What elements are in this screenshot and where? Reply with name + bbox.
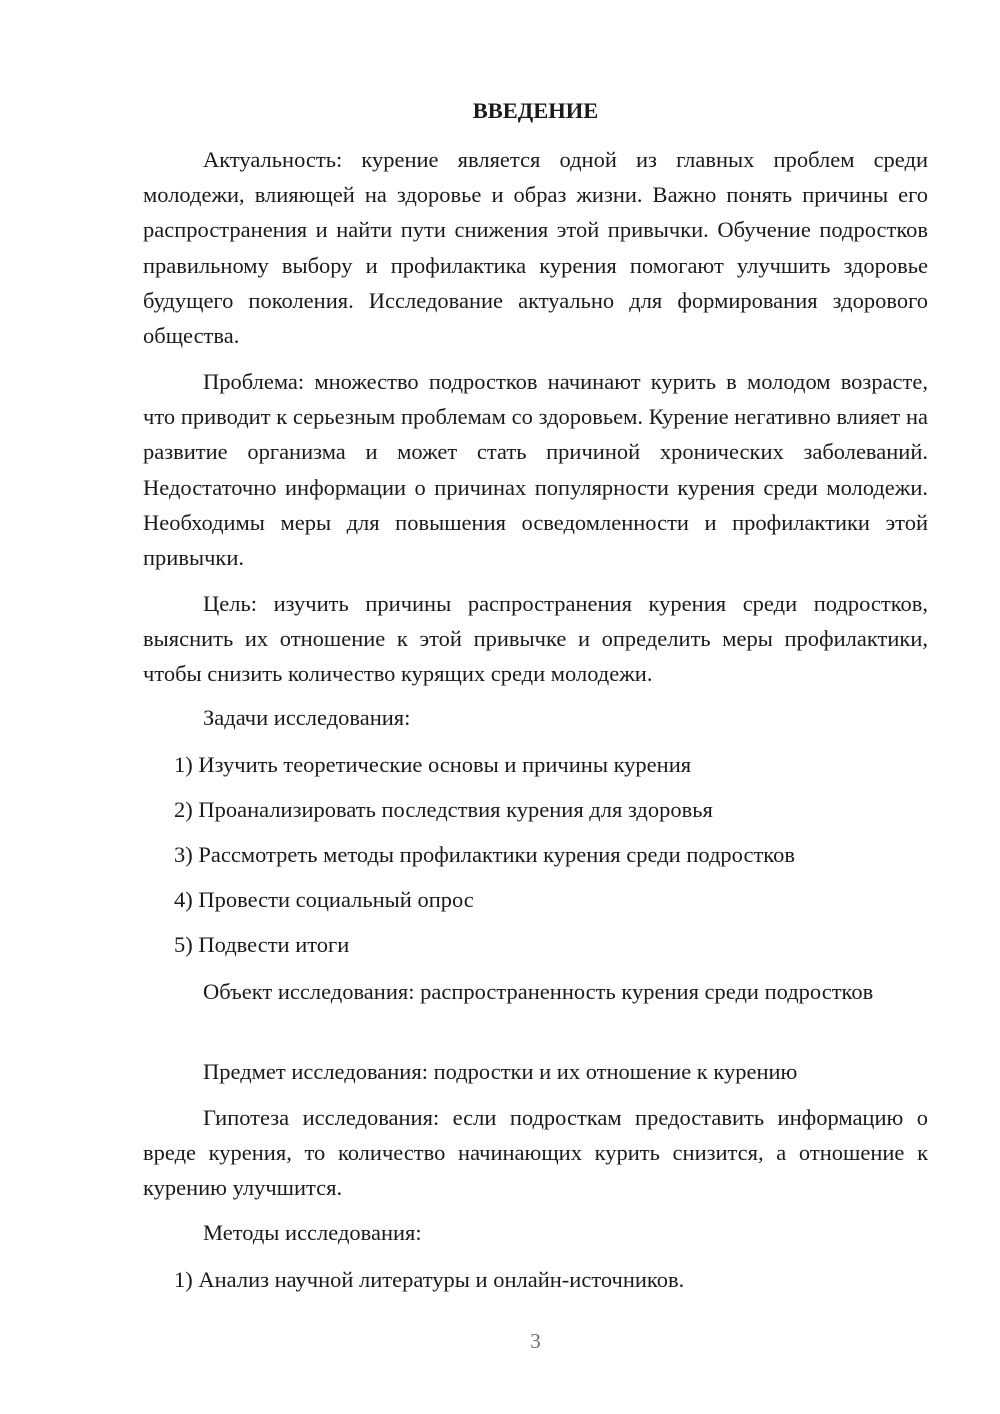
paragraph-problem: Проблема: множество подростков начинают курить в молодом возрасте, что приводит к серьезным проблемам со здоровьем. Курение негативно влияет на развитие организма и может стать причиной хронических заболеваний. Недостаточно информации о причинах популярности курения среди молодежи. Необходимы меры для повышения осведомленности и профилактики этой привычки.: [143, 369, 928, 571]
page-number: 3: [530, 1329, 541, 1353]
task-item: 5) Подвести итоги: [174, 932, 350, 957]
task-item: 2) Проанализировать последствия курения для здоровья: [174, 797, 713, 822]
document-page: [143, 0, 928, 1414]
task-item: 3) Рассмотреть методы профилактики курения среди подростков: [174, 842, 795, 867]
methods-heading: Методы исследования:: [203, 1220, 422, 1245]
task-item: 4) Провести социальный опрос: [174, 887, 474, 912]
paragraph-object: Объект исследования: распространенность курения среди подростков: [203, 979, 874, 1004]
paragraph-goal: Цель: изучить причины распространения курения среди подростков, выяснить их отношение к этой привычке и определить меры профилактики, чтобы снизить количество курящих среди молодежи.: [143, 591, 928, 687]
tasks-heading: Задачи исследования:: [203, 705, 411, 730]
method-item: 1) Анализ научной литературы и онлайн-источников.: [174, 1267, 685, 1292]
paragraph-hypothesis: Гипотеза исследования: если подросткам предоставить информацию о вреде курения, то количество начинающих курить снизится, а отношение к курению улучшится.: [143, 1105, 928, 1201]
paragraph-subject: Предмет исследования: подростки и их отношение к курению: [203, 1059, 798, 1084]
task-item: 1) Изучить теоретические основы и причины курения: [174, 752, 692, 777]
paragraph-relevance: Актуальность: курение является одной из главных проблем среди молодежи, влияющей на здоровье и образ жизни. Важно понять причины его распространения и найти пути снижения этой привычки. Обучение подростков правильному выбору и профилактика курения помогают улучшить здоровье будущего поколения. Исследование актуально для формирования здорового общества.: [143, 147, 928, 349]
section-title: ВВЕДЕНИЕ: [472, 98, 599, 123]
